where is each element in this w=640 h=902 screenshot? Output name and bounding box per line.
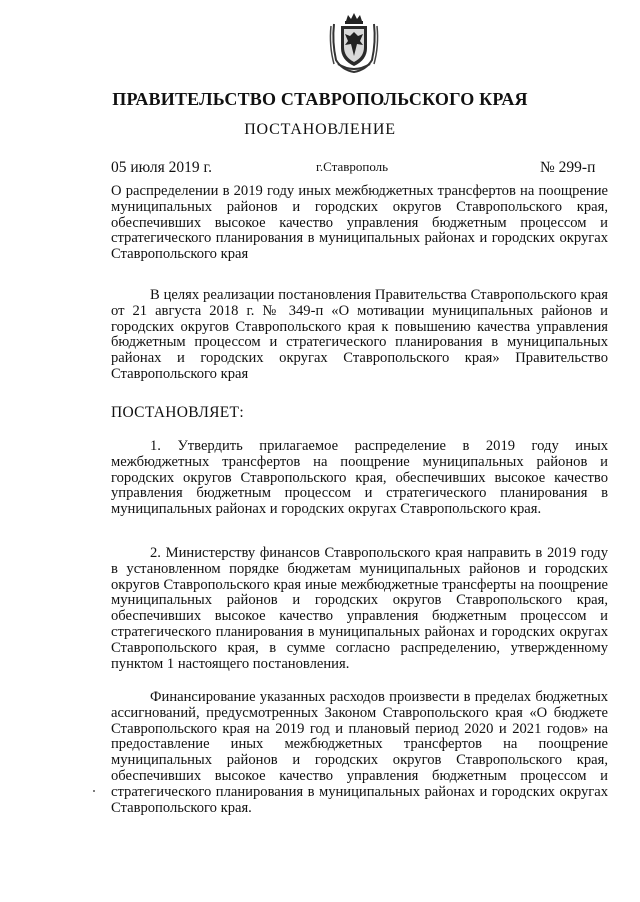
organization-heading: ПРАВИТЕЛЬСТВО СТАВРОПОЛЬСКОГО КРАЯ: [112, 89, 528, 109]
scan-speck: [93, 790, 95, 792]
paragraph-financing: Финансирование указанных расходов произвести в пределах бюджетных ассигнований, предусмотренных Законом Ставропольского края «О бюджете Ставропольского края на 2019 год и плановый период 2020 и 2021 годов» на предоставление иных межбюджетных трансфертов на поощрение муниципальных районов и городских округов Ставропольского края, обеспечивших высокое качество управления бюджетным процессом и стратегического планирования в муниципальных районах и городских округах Ставропольского края.: [111, 689, 608, 816]
document-title: О распределении в 2019 году иных межбюджетных трансфертов на поощрение муниципальных районов и городских округов Ставропольского края, обеспечивших высокое качество управления бюджетным процессом и стратегического планирования в муниципальных районах и городских округах Ставропольского края: [111, 183, 608, 263]
document-type-heading: ПОСТАНОВЛЕНИЕ: [244, 121, 396, 138]
coat-of-arms-icon: [328, 12, 380, 74]
document-city: г.Ставрополь: [316, 159, 389, 174]
document-date: 05 июля 2019 г.: [111, 159, 212, 176]
paragraph-1: 1. Утвердить прилагаемое распределение в 2019 году иных межбюджетных трансфертов на поощрение муниципальных районов и городских округов Ставропольского края, обеспечивших высокое качество управления бюджетным процессом и стратегического планирования в муниципальных районах и городских округах Ставропольского края.: [111, 438, 608, 518]
paragraph-2: 2. Министерству финансов Ставропольского края направить в 2019 году в установленном порядке бюджетам муниципальных районов и городских округов Ставропольского края иные межбюджетные трансферты на поощрение муниципальных районов и городских округов Ставропольского края, обеспечивших высокое качество управления бюджетным процессом и стратегического планирования в муниципальных районах и городских округах Ставропольского края, в сумме согласно распределению, утвержденному пунктом 1 настоящего постановления.: [111, 545, 608, 672]
preamble-paragraph: В целях реализации постановления Правительства Ставропольского края от 21 августа 2018 г. № 349-п «О мотивации муниципальных районов и городских округов Ставропольского края к повышению качества управления бюджетным процессом и стратегического планирования в муниципальных районах и городских округах Ставропольского края» Правительство Ставропольского края: [111, 287, 608, 382]
document-number: № 299-п: [540, 159, 596, 176]
resolves-heading: ПОСТАНОВЛЯЕТ:: [111, 404, 244, 421]
